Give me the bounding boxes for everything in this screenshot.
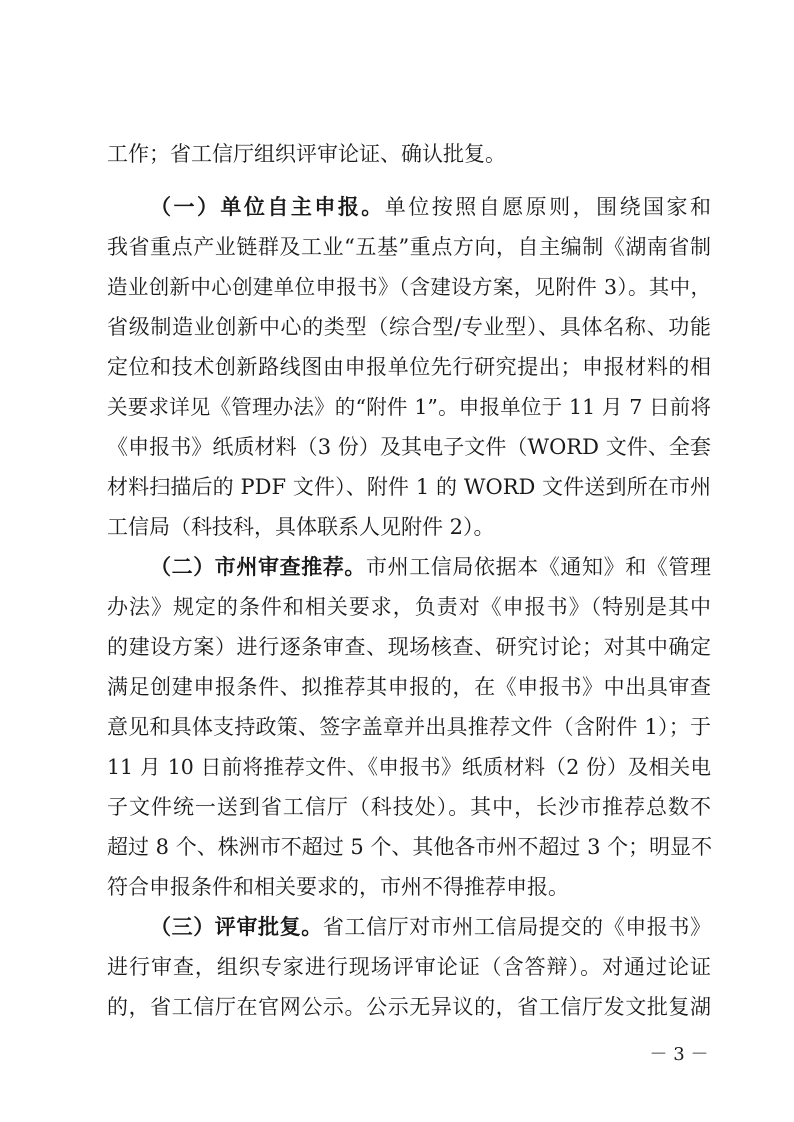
paragraph-line: 材料扫描后的 PDF 文件）、附件 1 的 WORD 文件送到所在市州 <box>107 475 711 499</box>
paragraph-line: 符合申报条件和相关要求的，市州不得推荐申报。 <box>107 875 569 899</box>
paragraph-line: 《申报书》纸质材料（3 份）及其电子文件（WORD 文件、全套 <box>107 435 711 459</box>
section-1-first-line <box>150 187 711 227</box>
paragraph-line: 的建设方案）进行逐条审查、现场核查、研究讨论；对其中确定 <box>107 635 711 659</box>
section-2-heading: （二）市州审查推荐。 <box>150 555 366 579</box>
paragraph-text: 市州工信局依据本《通知》和《管理 <box>366 555 711 579</box>
paragraph-line: 我省重点产业链群及工业“五基”重点方向，自主编制《湖南省制 <box>107 235 711 259</box>
paragraph-line: 满足创建申报条件、拟推荐其申报的，在《申报书》中出具审查 <box>107 675 711 699</box>
paragraph-line: 工作；省工信厅组织评审论证、确认批复。 <box>107 142 506 166</box>
paragraph-line: 造业创新中心创建单位申报书》（含建设方案，见附件 3）。其中， <box>107 275 711 299</box>
paragraph-line: 定位和技术创新路线图由申报单位先行研究提出；申报材料的相 <box>107 355 711 379</box>
paragraph-line: 进行审查，组织专家进行现场评审论证（含答辩）。对通过论证 <box>107 955 711 979</box>
paragraph-line: 11 月 10 日前将推荐文件、《申报书》纸质材料（2 份）及相关电 <box>107 755 711 779</box>
paragraph-line: 办法》规定的条件和相关要求，负责对《申报书》（特别是其中 <box>107 595 711 619</box>
paragraph-line: 意见和具体支持政策、签字盖章并出具推荐文件（含附件 1）；于 <box>107 715 711 739</box>
section-3-heading: （三）评审批复。 <box>150 915 323 939</box>
paragraph-line: 关要求详见《管理办法》的“附件 1”。申报单位于 11 月 7 日前将 <box>107 395 711 419</box>
paragraph-line: 子文件统一送到省工信厅（科技处）。其中，长沙市推荐总数不 <box>107 795 711 819</box>
paragraph-line: 省级制造业创新中心的类型（综合型/专业型）、具体名称、功能 <box>107 315 711 339</box>
section-3-first-line <box>150 907 711 947</box>
paragraph-text: 单位按照自愿原则，围绕国家和 <box>384 195 712 219</box>
section-1-heading: （一）单位自主申报。 <box>150 195 385 219</box>
page-number: － 3 － <box>649 1044 709 1065</box>
paragraph-line: 超过 8 个、株洲市不超过 5 个、其他各市州不超过 3 个；明显不 <box>107 835 713 859</box>
paragraph-text: 省工信厅对市州工信局提交的《申报书》 <box>322 915 712 939</box>
section-2-first-line <box>150 547 711 587</box>
paragraph-line: 的，省工信厅在官网公示。公示无异议的，省工信厅发文批复湖 <box>107 995 711 1019</box>
paragraph-line: 工信局（科技科，具体联系人见附件 2）。 <box>107 515 495 539</box>
